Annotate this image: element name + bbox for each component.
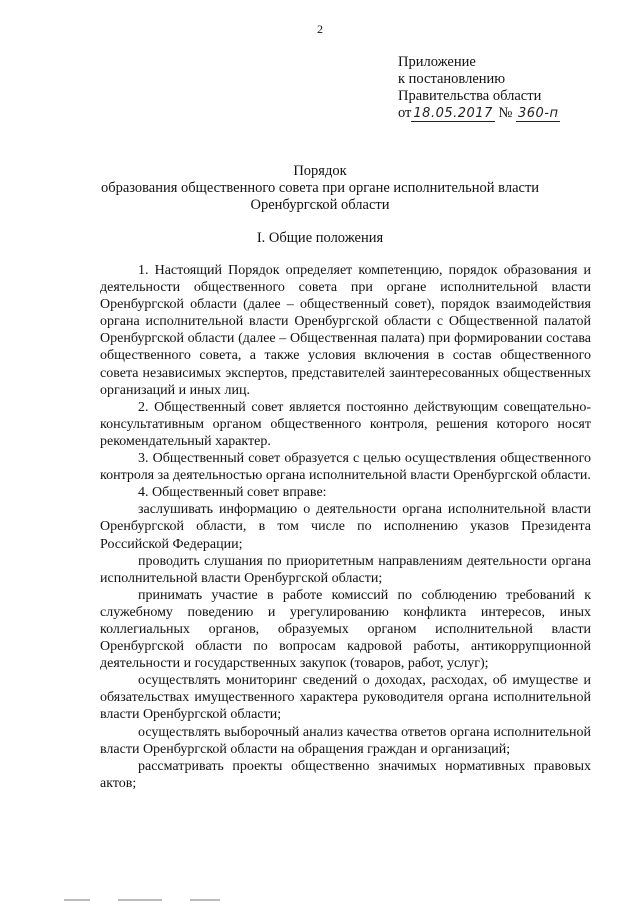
appendix-line-3: Правительства области [398, 88, 542, 104]
number-prefix: № [498, 105, 513, 121]
paragraph-1: 1. Настоящий Порядок определяет компетенцию, порядок образования и деятельности общественного совета при органе исполнительной власти Оренбургской области (далее – общественный совет), порядок взаимодействия органа исполнительной власти Оренбургской области с Общественной палатой Оренбургской области (далее – Общественная палата) при формировании состава общественного совета, а также условия включения в состав общественного совета независимых экспертов, представителей заинтересованных общественных организаций и иных лиц. [100, 263, 591, 398]
appendix-line-2: к постановлению [398, 71, 506, 87]
list-item-1: заслушивать информацию о деятельности органа исполнительной власти Оренбургской области, в том числе по исполнению указов Президента Российской Федерации; [100, 502, 591, 552]
title-line-1: Порядок [293, 163, 347, 179]
paragraph-2: 2. Общественный совет является постоянно действующим совещательно-консультативным органом общественного контроля, решения которого носят рекомендательный характер. [100, 399, 591, 449]
list-item-2: проводить слушания по приоритетным направлениям деятельности органа исполнительной власти Оренбургской области; [100, 553, 591, 586]
appendix-block [398, 54, 598, 122]
title-line-2: образования общественного совета при органе исполнительной власти [100, 180, 540, 196]
cropped-footer-text [64, 899, 264, 905]
appendix-line-1: Приложение [398, 54, 476, 70]
handwritten-number: 360-п [517, 106, 559, 121]
from-prefix: от [398, 105, 412, 121]
title-line-3: Оренбургской области [250, 197, 390, 213]
list-item-6: рассматривать проекты общественно значимых нормативных правовых актов; [100, 758, 591, 791]
paragraph-3: 3. Общественный совет образуется с целью осуществления общественного контроля за деятельностью органа исполнительной власти Оренбургской области. [100, 451, 591, 484]
list-item-4: осуществлять мониторинг сведений о доходах, расходах, об имуществе и обязательствах имущественного характера руководителя органа исполнительной власти Оренбургской области; [100, 673, 591, 723]
list-item-3: принимать участие в работе комиссий по соблюдению требований к служебному поведению и урегулированию конфликта интересов, иных коллегиальных органов, образуемых органом исполнительной власти Оренбургской области по вопросам кадровой работы, антикоррупционной деятельности и государственных закупок (товаров, работ, услуг); [100, 587, 591, 672]
handwritten-date: 18.05.2017 [413, 106, 493, 121]
document-body [100, 262, 591, 792]
appendix-date-line [398, 105, 598, 122]
list-item-5: осуществлять выборочный анализ качества ответов органа исполнительной власти Оренбургской области на обращения граждан и организаций; [100, 724, 591, 757]
paragraph-4: 4. Общественный совет вправе: [138, 485, 327, 501]
page-number: 2 [317, 22, 323, 36]
section-heading: I. Общие положения [256, 230, 384, 246]
document-title [80, 163, 560, 214]
